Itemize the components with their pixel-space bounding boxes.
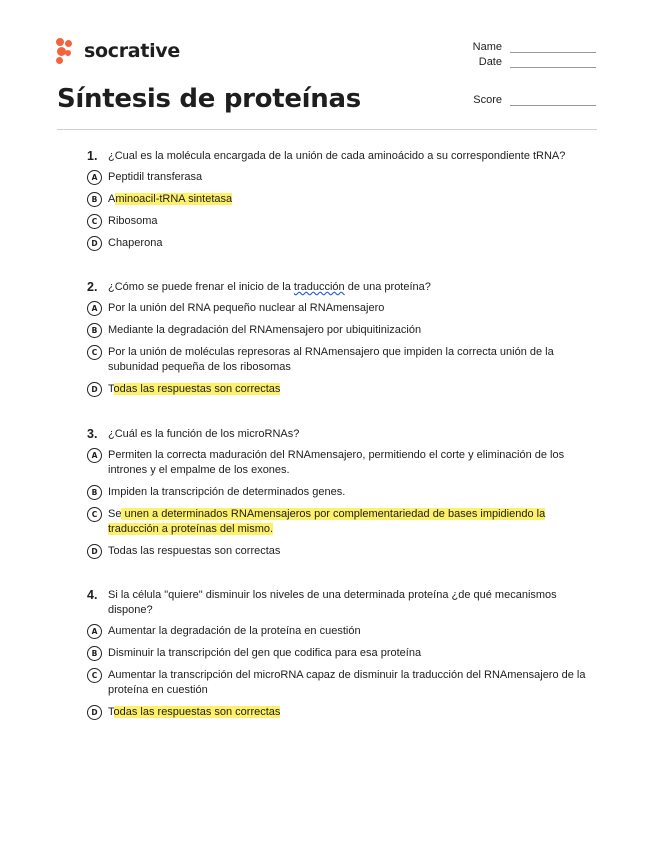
score-field [462, 94, 596, 106]
option-d [87, 236, 597, 251]
option-letter-badge: C [87, 214, 102, 229]
question-number: 3. [87, 427, 98, 441]
question-number: 2. [87, 280, 98, 294]
question-4 [87, 588, 597, 727]
question-prompt [87, 427, 597, 442]
question-text: ¿Cuál es la función de los microRNAs? [108, 428, 300, 440]
date-line [510, 57, 596, 68]
option-text: Peptidil transferasa [108, 171, 203, 183]
question-prompt [87, 588, 597, 618]
option-c [87, 668, 597, 698]
page-title: Síntesis de proteínas [57, 84, 361, 114]
question-text: ¿Cual es la molécula encargada de la unión de cada aminoácido a su correspondiente tRNA? [108, 150, 566, 162]
name-field [462, 41, 596, 53]
option-text-prefix: T [108, 706, 114, 718]
option-text: Impiden la transcripción de determinados genes. [108, 486, 346, 498]
option-letter-badge: A [87, 170, 102, 185]
option-text [108, 705, 597, 720]
option-letter-badge: A [87, 624, 102, 639]
option-letter-badge: D [87, 382, 102, 397]
header-divider [57, 129, 597, 130]
option-letter-badge: B [87, 485, 102, 500]
score-line [510, 95, 596, 106]
option-letter-badge: C [87, 345, 102, 360]
option-text [108, 192, 597, 207]
question-prompt [87, 280, 597, 295]
option-text: Mediante la degradación del RNAmensajero por ubiquitinización [108, 324, 422, 336]
option-a [87, 448, 597, 478]
option-c [87, 345, 597, 375]
score-label: Score [473, 94, 502, 106]
option-text: Por la unión de moléculas represoras al RNAmensajero que impiden la correcta unión de la subunidad pequeña de los ribosomas [108, 346, 554, 373]
option-c [87, 507, 597, 537]
option-text [108, 382, 597, 397]
option-letter-badge: B [87, 192, 102, 207]
option-b [87, 192, 597, 207]
option-a [87, 301, 597, 316]
option-a [87, 170, 597, 185]
option-letter-badge: D [87, 544, 102, 559]
option-text: Todas las respuestas son correctas [108, 545, 281, 557]
option-text: Ribosoma [108, 215, 158, 227]
question-text [108, 280, 597, 295]
spellcheck-marked-word: traducción [293, 281, 345, 293]
option-letter-badge: A [87, 301, 102, 316]
question-number: 4. [87, 588, 98, 602]
highlighted-answer: odas las respuestas son correctas [113, 706, 281, 718]
option-letter-badge: C [87, 668, 102, 683]
question-text: Si la célula "quiere" disminuir los niveles de una determinada proteína ¿de qué mecanismos dispone? [108, 589, 557, 616]
option-text-prefix: Se [108, 508, 122, 520]
option-text [108, 507, 597, 537]
option-letter-badge: B [87, 323, 102, 338]
option-letter-badge: B [87, 646, 102, 661]
question-1 [87, 149, 597, 258]
option-b [87, 323, 597, 338]
question-2 [87, 280, 597, 404]
logo-mark-icon [56, 38, 78, 64]
option-d [87, 705, 597, 720]
option-text: Por la unión del RNA pequeño nuclear al RNAmensajero [108, 302, 385, 314]
question-3 [87, 427, 597, 566]
option-text: Disminuir la transcripción del gen que codifica para esa proteína [108, 647, 422, 659]
highlighted-answer: unen a determinados RNAmensajeros por complementariedad de bases impidiendo la traducción a proteínas del mismo. [108, 508, 546, 535]
option-text: Chaperona [108, 237, 163, 249]
question-text-pre: ¿Cómo se puede frenar el inicio de la [108, 281, 294, 293]
option-text: Permiten la correcta maduración del RNAmensajero, permitiendo el corte y eliminación de los intrones y el empalme de los exones. [108, 449, 565, 476]
option-b [87, 485, 597, 500]
option-letter-badge: A [87, 448, 102, 463]
option-text: Aumentar la transcripción del microRNA capaz de disminuir la traducción del RNAmensajero de la proteína en cuestión [108, 669, 586, 696]
option-d [87, 382, 597, 397]
option-text-prefix: T [108, 383, 114, 395]
brand-name: socrative [84, 40, 180, 62]
option-letter-badge: D [87, 236, 102, 251]
option-letter-badge: D [87, 705, 102, 720]
option-letter-badge: C [87, 507, 102, 522]
option-text-prefix: A [108, 193, 116, 205]
option-text: Aumentar la degradación de la proteína en cuestión [108, 625, 361, 637]
option-b [87, 646, 597, 661]
highlighted-answer: odas las respuestas son correctas [113, 383, 281, 395]
option-d [87, 544, 597, 559]
date-field [462, 56, 596, 68]
option-c [87, 214, 597, 229]
name-line [510, 42, 596, 53]
question-prompt [87, 149, 597, 164]
socrative-logo [56, 36, 180, 66]
name-label: Name [472, 41, 502, 53]
highlighted-answer: minoacil-tRNA sintetasa [115, 193, 233, 205]
question-text-post: de una proteína? [344, 281, 431, 293]
date-label: Date [478, 56, 502, 68]
question-number: 1. [87, 149, 98, 163]
option-a [87, 624, 597, 639]
